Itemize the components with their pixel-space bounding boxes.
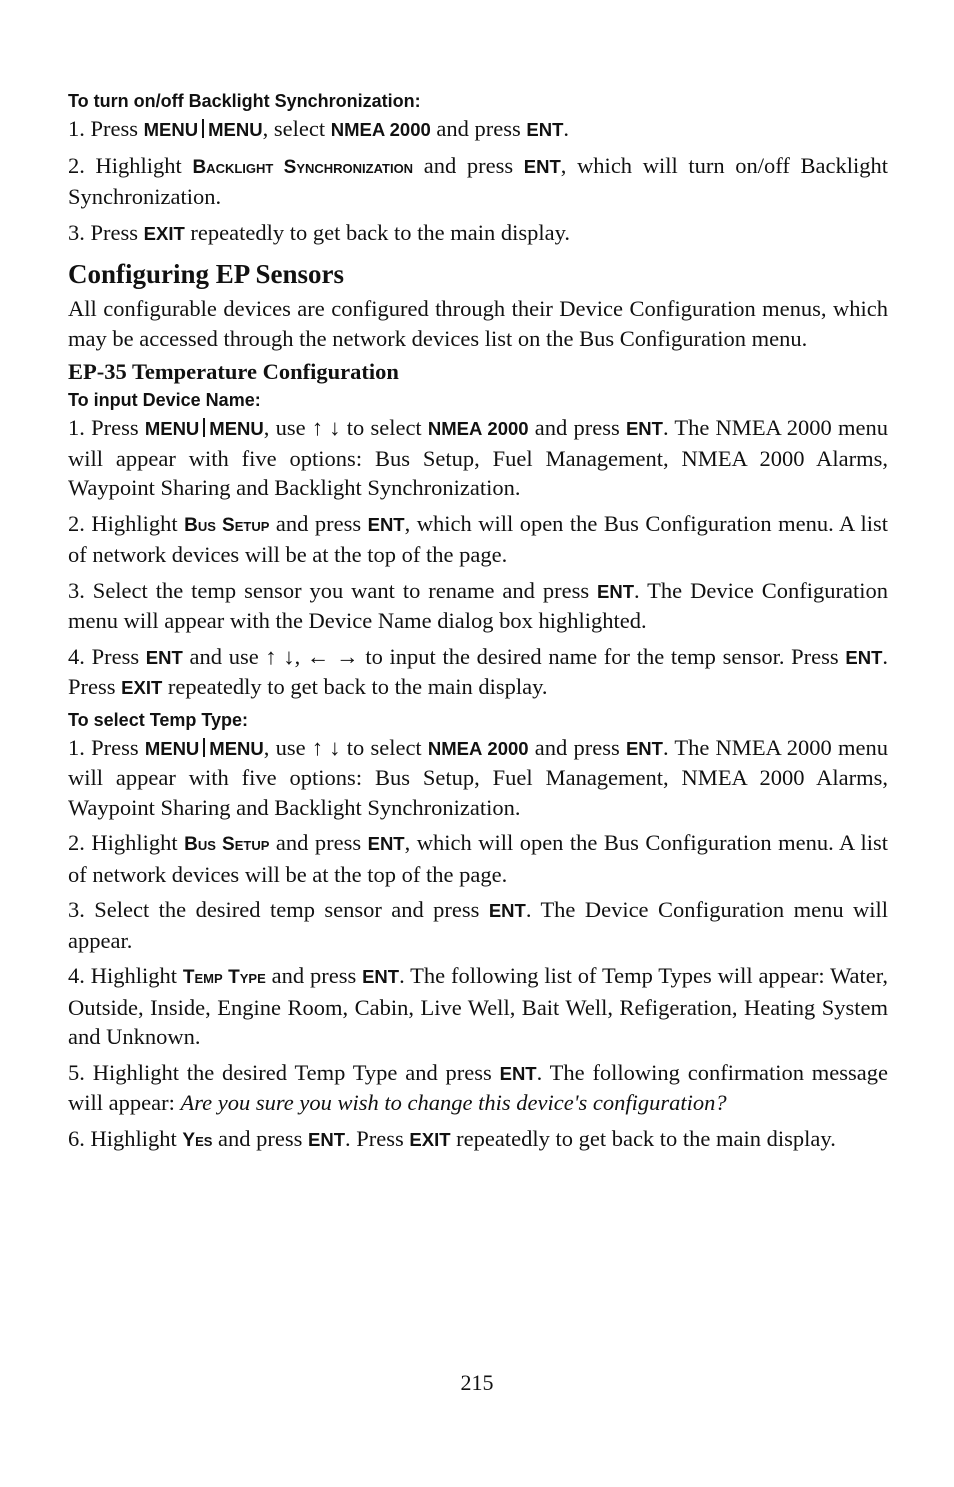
menu-key: MENU — [208, 119, 263, 140]
type-step-2: 2. Highlight Bus Setup and press ENT, which will open the Bus Configuration menu. A list of network devices will be at the top of the page. — [68, 830, 888, 887]
confirmation-message: Are you sure you wish to change this device's configuration? — [180, 1090, 727, 1115]
type-step-4: 4. Highlight Temp Type and press ENT. The following list of Temp Types will appear: Water, Outside, Inside, Engine Room, Cabin, Live Well, Bait Well, Refigeration, Heating System and Unknown. — [68, 963, 888, 1049]
menu-key: MENU — [144, 418, 200, 439]
type-step-1: 1. Press MENU MENU, use ↑ ↓ to select NMEA 2000 and press ENT. The NMEA 2000 menu will appear with five options: Bus Setup, Fuel Management, NMEA 2000 Alarms, Waypoint Sharing and Backlight Synchronization. — [68, 734, 888, 820]
backlight-step-2: 2. Highlight Backlight Synchronization and press ENT, which will turn on/off Backlight Synchronization. — [68, 152, 888, 209]
ent-key: ENT — [523, 155, 561, 177]
ent-key: ENT — [526, 119, 564, 140]
section-intro: All configurable devices are configured through their Device Configuration menus, which may be accessed through the network devices list on the Bus Configuration menu. — [68, 296, 888, 351]
section-title: Configuring EP Sensors — [68, 259, 345, 289]
key-separator — [202, 119, 204, 138]
backlight-step-1: 1. Press MENU MENU, select NMEA 2000 and press ENT. — [68, 116, 570, 141]
menu-key: MENU — [143, 119, 199, 140]
nmea-key: NMEA 2000 — [427, 737, 529, 759]
ent-key: ENT — [488, 900, 526, 921]
exit-key: EXIT — [409, 1128, 451, 1150]
backlight-step-3: 3. Press EXIT repeatedly to get back to the main display. — [68, 219, 571, 245]
name-step-3: 3. Select the temp sensor you want to rename and press ENT. The Device Configuration menu will appear with the Device Name dialog box highlighted. — [68, 577, 888, 633]
ent-key: ENT — [308, 1128, 346, 1150]
menu-option: Yes — [182, 1129, 213, 1151]
name-step-4: 4. Press ENT and use ↑ ↓, ← → to input the desired name for the temp sensor. Press ENT. Press EXIT repeatedly to get back to the main display. — [68, 643, 888, 699]
backlight-sync-heading: To turn on/off Backlight Synchronization: — [68, 91, 421, 111]
ent-key: ENT — [845, 646, 883, 668]
ent-key: ENT — [597, 580, 635, 602]
type-step-5: 5. Highlight the desired Temp Type and press ENT. The following confirmation message will appear: Are you sure you wish to change this device's configuration? — [68, 1059, 889, 1115]
ent-key: ENT — [362, 966, 400, 987]
menu-option: Backlight Synchronization — [192, 156, 414, 178]
device-name-heading: To input Device Name: — [68, 390, 261, 410]
menu-key: MENU — [209, 737, 264, 759]
name-step-2: 2. Highlight Bus Setup and press ENT, which will open the Bus Configuration menu. A list of network devices will be at the top of the page. — [68, 510, 888, 567]
menu-option: Temp Type — [182, 967, 266, 988]
page-number: 215 — [460, 1370, 494, 1395]
ent-key: ENT — [625, 737, 663, 759]
menu-key: MENU — [144, 737, 200, 759]
ent-key: ENT — [367, 513, 405, 535]
menu-option: Bus Setup — [184, 834, 270, 855]
type-step-3: 3. Select the desired temp sensor and press ENT. The Device Configuration menu will appear. — [68, 897, 888, 953]
ent-key: ENT — [625, 418, 663, 439]
nmea-key: NMEA 2000 — [330, 119, 431, 140]
exit-key: EXIT — [143, 222, 185, 244]
ent-key: ENT — [145, 646, 183, 668]
nmea-key: NMEA 2000 — [427, 418, 529, 439]
ent-key: ENT — [499, 1062, 537, 1084]
temp-type-heading: To select Temp Type: — [68, 709, 249, 730]
name-step-1: 1. Press MENU MENU, use ↑ ↓ to select NMEA 2000 and press ENT. The NMEA 2000 menu will appear with five options: Bus Setup, Fuel Management, NMEA 2000 Alarms, Waypoint Sharing and Backlight Synchronization. — [68, 415, 888, 500]
menu-option: Bus Setup — [184, 514, 270, 536]
key-separator — [203, 738, 205, 757]
key-separator — [203, 418, 205, 437]
menu-key: MENU — [209, 418, 264, 439]
exit-key: EXIT — [121, 677, 163, 698]
subsection-title: EP-35 Temperature Configuration — [68, 359, 399, 384]
type-step-6: 6. Highlight Yes and press ENT. Press EXIT repeatedly to get back to the main display. — [68, 1125, 836, 1151]
manual-page — [68, 88, 888, 1155]
ent-key: ENT — [367, 833, 405, 854]
